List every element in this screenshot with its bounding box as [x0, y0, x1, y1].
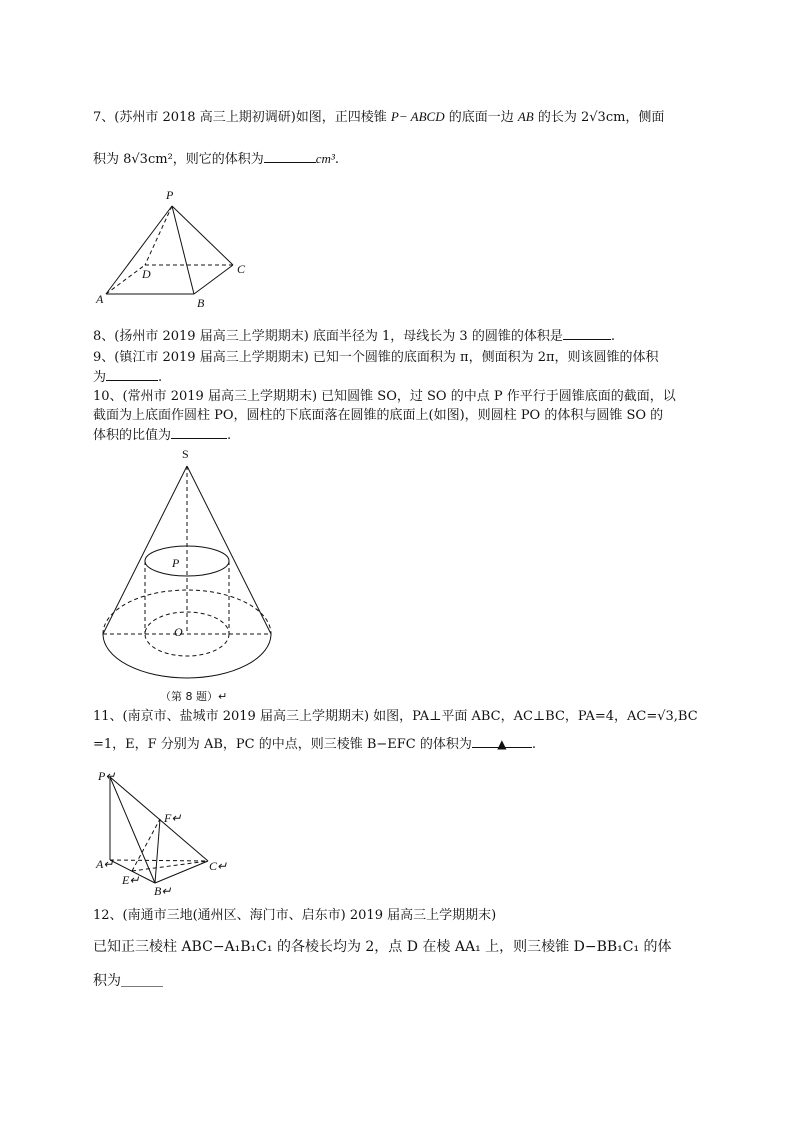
- q12-line3: 积为＿＿＿: [93, 973, 163, 989]
- label-O: O: [174, 625, 183, 639]
- segment-EF: [132, 819, 160, 871]
- segment-FB: [155, 819, 160, 883]
- q7-edge-name: AB: [517, 109, 534, 124]
- q7-pyramid-name: P− ABCD: [390, 109, 445, 124]
- label-C: C: [237, 262, 246, 276]
- q12-line1: 12、(南通市三地(通州区、海门市、启东市) 2019 届高三上学期期末): [93, 908, 497, 923]
- q9-text: 为: [93, 370, 107, 385]
- q9-line1: 9、(镇江市 2019 届高三上学期期末) 已知一个圆锥的底面积为 π，侧面积为 2π，则该圆锥的体积: [93, 350, 659, 365]
- edge-PC: [110, 777, 208, 861]
- label-E: E↵: [122, 873, 140, 887]
- q10-text: 体积的比值为: [93, 428, 172, 443]
- label-D: D: [142, 267, 151, 281]
- edge-PB: [110, 777, 155, 883]
- q10-line2: 截面为上底面作圆柱 PO，圆柱的下底面落在圆锥的底面上(如图)，则圆柱 PO 的体积与圆锥 SO 的: [93, 408, 664, 423]
- label-F: F↵: [164, 811, 182, 825]
- label-C: C↵: [209, 859, 228, 873]
- q11-text: =1，E，F 分别为 AB，PC 的中点，则三棱锥 B−EFC 的体积为: [93, 737, 472, 752]
- period: .: [334, 152, 339, 167]
- q7-text-mid: 的底面一边: [444, 110, 518, 125]
- figure-caption: （第 8 题）↵: [160, 690, 228, 703]
- label-P: P: [172, 556, 180, 570]
- period: .: [227, 428, 232, 443]
- q7-unit: cm³: [315, 151, 335, 166]
- label-A: A: [96, 292, 104, 306]
- label-S: S: [182, 447, 189, 461]
- label-A: A↵: [96, 857, 114, 871]
- period: .: [158, 370, 163, 385]
- edge-AC: [110, 860, 208, 861]
- q7-text: 7、(苏州市 2018 高三上期初调研)如图，正四棱锥: [93, 110, 391, 125]
- label-P: P↵: [98, 769, 116, 783]
- period: .: [610, 329, 615, 344]
- q10-line1: 10、(常州市 2019 届高三上学期期末) 已知圆锥 SO，过 SO 的中点 P 作平行于圆锥底面的截面，以: [93, 389, 676, 404]
- q7-text-suffix: 的长为 2√3cm，侧面: [533, 110, 665, 125]
- period: .: [531, 737, 537, 752]
- q7-area-text: 积为 8√3cm²，则它的体积为: [93, 152, 264, 167]
- label-B: B↵: [154, 884, 172, 898]
- q12-line2: 已知正三棱柱 ABC−A₁B₁C₁ 的各棱长均为 2，点 D 在棱 AA₁ 上，则三棱锥 D−BB₁C₁ 的体: [93, 939, 672, 955]
- q11-line1: 11、(南京市、盐城市 2019 届高三上学期期末) 如图，PA⊥平面 ABC，AC⊥BC，PA=4，AC=√3,BC: [93, 709, 698, 724]
- label-B: B: [197, 296, 205, 310]
- answer-mark: ▲: [497, 737, 507, 751]
- label-P: P: [166, 188, 174, 202]
- q8-text: 8、(扬州市 2019 届高三上学期期末) 底面半径为 1，母线长为 3 的圆锥的体积是: [93, 329, 563, 344]
